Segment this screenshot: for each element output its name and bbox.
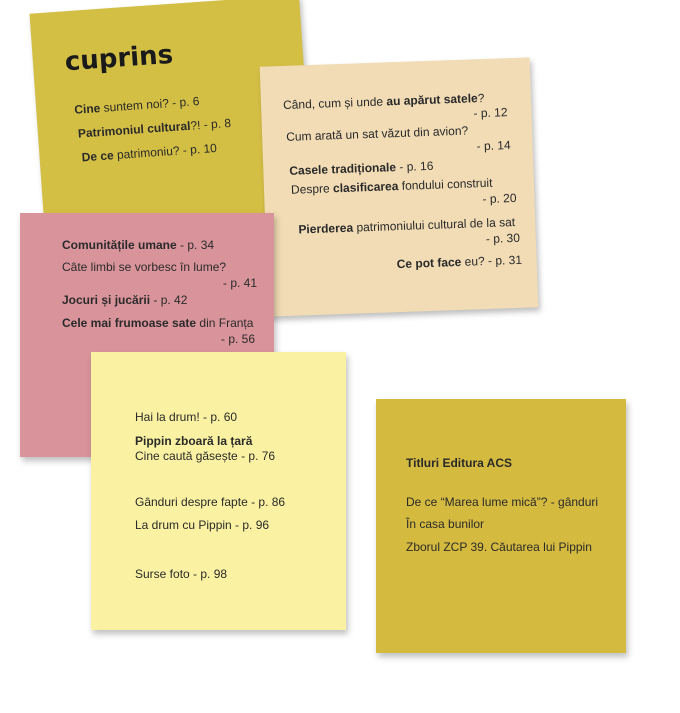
toc-entry-bold: Casele tradiționale: [289, 160, 397, 178]
toc-entry-bold: Pierderea: [298, 220, 354, 237]
publisher-titles-heading: Titluri Editura ACS: [406, 456, 513, 470]
toc-entry: [289, 159, 434, 179]
toc-entry-text: - p. 42: [150, 293, 188, 307]
publisher-title: De ce “Marea lume mică”? - gânduri: [406, 495, 599, 509]
toc-entry: Cum arată un sat văzut din avion?: [285, 123, 469, 144]
toc-entry-text: ?: [477, 90, 485, 106]
contents-note-yellow: [91, 352, 346, 630]
toc-page: - p. 30: [485, 230, 521, 246]
publisher-title: Zborul ZCP 39. Căutarea lui Pippin: [406, 540, 592, 554]
toc-entry-text: din Franța: [196, 316, 254, 330]
toc-entry-text: Când, cum și unde: [282, 94, 387, 112]
contents-title: cuprins: [63, 39, 175, 78]
toc-entry-text: patrimoniului cultural de la sat: [352, 214, 516, 235]
toc-entry-text: - p. 34: [176, 238, 215, 252]
toc-entry-bold: Comunitățile umane: [62, 238, 177, 252]
toc-entry-text: eu? - p. 31: [461, 252, 523, 269]
toc-entry-bold: Cele mai frumoase sate: [62, 316, 197, 330]
toc-entry: [291, 176, 493, 198]
toc-entry: Gânduri despre fapte - p. 86: [135, 495, 286, 509]
toc-entry: Hai la drum! - p. 60: [135, 410, 238, 424]
toc-entry: [62, 316, 253, 331]
toc-page: - p. 12: [473, 105, 508, 121]
toc-entry: Cine caută găsește - p. 76: [135, 449, 276, 463]
toc-page: - p. 41: [223, 276, 258, 290]
toc-entry-bold: au apărut satele: [386, 91, 478, 109]
toc-entry: [62, 293, 187, 308]
toc-entry: Surse foto - p. 98: [135, 567, 228, 581]
toc-entry-bold: Jocuri și jucării: [62, 293, 151, 307]
toc-page: - p. 20: [482, 190, 517, 207]
toc-page: - p. 56: [221, 332, 256, 346]
toc-entry: [62, 238, 214, 253]
toc-page: - p. 14: [476, 138, 511, 154]
toc-entry-text: fondului construit: [398, 175, 493, 194]
toc-entry: [74, 94, 200, 118]
toc-entry-bold: Patrimoniul cultural: [77, 118, 191, 141]
toc-entry-bold: Ce pot face: [396, 254, 462, 272]
toc-entry: [78, 116, 232, 142]
toc-entry-bold: Cine: [73, 101, 101, 117]
toc-entry-bold: clasificarea: [332, 179, 399, 196]
toc-entry-text: ?! - p. 8: [189, 115, 232, 133]
toc-entry: La drum cu Pippin - p. 96: [135, 518, 270, 532]
toc-entry: Câte limbi se vorbesc în lume?: [62, 260, 227, 274]
toc-entry: [298, 215, 515, 238]
publisher-titles-note: [376, 399, 626, 653]
toc-entry-text: suntem noi? - p. 6: [99, 94, 200, 115]
toc-entry: [81, 141, 217, 165]
toc-entry: [396, 253, 522, 272]
toc-entry-bold: De ce: [81, 148, 115, 165]
toc-entry-text: - p. 16: [395, 158, 434, 175]
toc-entry: [283, 91, 485, 113]
contents-note-beige: [260, 57, 539, 316]
toc-entry-text: patrimoniu? - p. 10: [113, 140, 218, 163]
publisher-title: În casa bunilor: [406, 517, 485, 531]
toc-entry: Pippin zboară la țară: [135, 434, 253, 448]
toc-entry-text: Despre: [290, 181, 334, 197]
